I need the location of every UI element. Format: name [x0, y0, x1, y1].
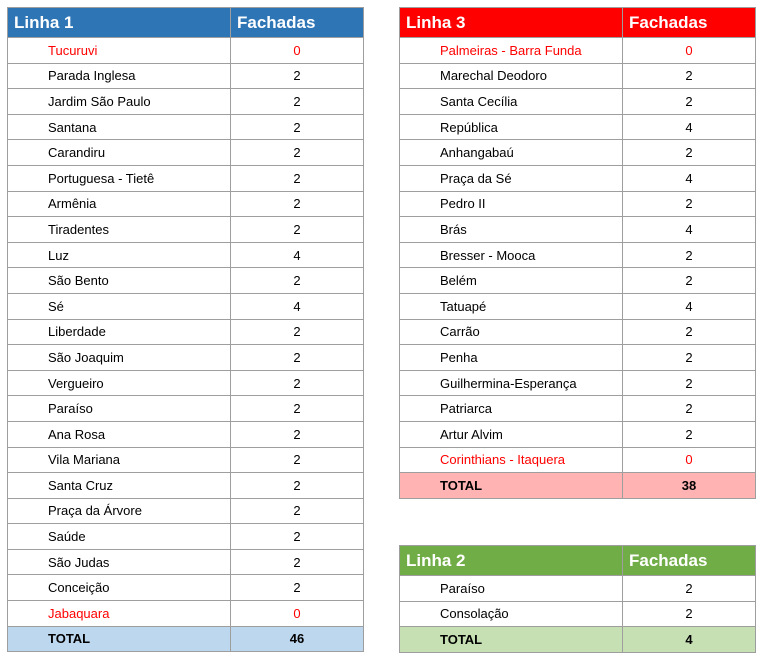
table-row: [400, 165, 756, 191]
station-name: São Judas: [8, 549, 231, 575]
table-title: Linha 1: [8, 8, 231, 38]
table-row: [8, 473, 364, 499]
table-row: [400, 601, 756, 627]
fachadas-count: 2: [231, 421, 364, 447]
fachadas-count: 0: [623, 38, 756, 64]
table-row: [400, 345, 756, 371]
total-value: 46: [231, 626, 364, 652]
table-row: [8, 293, 364, 319]
table-header-row: [400, 8, 756, 38]
table-row: [8, 421, 364, 447]
fachadas-count: 2: [231, 319, 364, 345]
table-row: [8, 447, 364, 473]
fachadas-count: 2: [623, 242, 756, 268]
station-name: Paraíso: [400, 576, 623, 602]
table-row: [400, 38, 756, 64]
fachadas-count: 2: [623, 601, 756, 627]
station-name: República: [400, 114, 623, 140]
table-row: [400, 576, 756, 602]
station-name: Guilhermina-Esperança: [400, 370, 623, 396]
station-name: Portuguesa - Tietê: [8, 165, 231, 191]
fachadas-count: 2: [231, 447, 364, 473]
table-row: [8, 191, 364, 217]
table-row: [8, 498, 364, 524]
table-header-row: [400, 546, 756, 576]
table-row: [8, 217, 364, 243]
station-name: Saúde: [8, 524, 231, 550]
total-row: [8, 626, 364, 652]
table-row: [8, 396, 364, 422]
table-row: [8, 140, 364, 166]
fachadas-count: 2: [231, 89, 364, 115]
fachadas-count: 0: [231, 601, 364, 627]
fachadas-count: 2: [231, 345, 364, 371]
linha1-body: [8, 38, 364, 652]
station-name: Armênia: [8, 191, 231, 217]
station-name: Pedro II: [400, 191, 623, 217]
station-name: Marechal Deodoro: [400, 63, 623, 89]
station-name: Paraíso: [8, 396, 231, 422]
total-label: TOTAL: [400, 473, 623, 499]
table-row: [8, 268, 364, 294]
fachadas-count: 2: [623, 345, 756, 371]
station-name: São Bento: [8, 268, 231, 294]
fachadas-count: 2: [623, 370, 756, 396]
column-header: Fachadas: [623, 546, 756, 576]
column-header: Fachadas: [623, 8, 756, 38]
station-name: Luz: [8, 242, 231, 268]
table-row: [8, 114, 364, 140]
linha2-body: [400, 576, 756, 653]
table-row: [400, 293, 756, 319]
table-row: [8, 370, 364, 396]
table-header-row: [8, 8, 364, 38]
table-row: [8, 549, 364, 575]
fachadas-count: 0: [231, 38, 364, 64]
fachadas-count: 2: [623, 576, 756, 602]
fachadas-count: 2: [231, 191, 364, 217]
fachadas-count: 4: [623, 293, 756, 319]
table-row: [400, 89, 756, 115]
table-row: [400, 421, 756, 447]
table-row: [8, 601, 364, 627]
table-title: Linha 2: [400, 546, 623, 576]
fachadas-count: 2: [231, 268, 364, 294]
table-row: [400, 447, 756, 473]
station-name: Santa Cecília: [400, 89, 623, 115]
fachadas-count: 4: [623, 217, 756, 243]
fachadas-count: 4: [231, 293, 364, 319]
table-row: [8, 89, 364, 115]
station-name: Tucuruvi: [8, 38, 231, 64]
table-row: [400, 319, 756, 345]
fachadas-count: 2: [231, 498, 364, 524]
station-name: Jabaquara: [8, 601, 231, 627]
fachadas-count: 2: [231, 165, 364, 191]
station-name: Praça da Árvore: [8, 498, 231, 524]
station-name: Artur Alvim: [400, 421, 623, 447]
total-value: 4: [623, 627, 756, 653]
linha3-body: [400, 38, 756, 499]
fachadas-count: 2: [231, 575, 364, 601]
linha2-table: [399, 545, 756, 653]
table-row: [400, 370, 756, 396]
station-name: Ana Rosa: [8, 421, 231, 447]
fachadas-count: 2: [231, 396, 364, 422]
station-name: Vergueiro: [8, 370, 231, 396]
station-name: Vila Mariana: [8, 447, 231, 473]
fachadas-count: 4: [623, 114, 756, 140]
table-row: [400, 396, 756, 422]
table-row: [8, 319, 364, 345]
fachadas-count: 2: [623, 63, 756, 89]
station-name: Palmeiras - Barra Funda: [400, 38, 623, 64]
station-name: Bresser - Mooca: [400, 242, 623, 268]
station-name: Consolação: [400, 601, 623, 627]
fachadas-count: 2: [231, 217, 364, 243]
table-row: [400, 217, 756, 243]
fachadas-count: 0: [623, 447, 756, 473]
table-row: [400, 114, 756, 140]
station-name: Conceição: [8, 575, 231, 601]
table-row: [400, 63, 756, 89]
total-value: 38: [623, 473, 756, 499]
table-title: Linha 3: [400, 8, 623, 38]
table-row: [400, 191, 756, 217]
station-name: Praça da Sé: [400, 165, 623, 191]
station-name: Carrão: [400, 319, 623, 345]
fachadas-count: 2: [623, 396, 756, 422]
table-row: [8, 63, 364, 89]
fachadas-count: 2: [231, 140, 364, 166]
column-header: Fachadas: [231, 8, 364, 38]
station-name: São Joaquim: [8, 345, 231, 371]
fachadas-count: 2: [623, 89, 756, 115]
total-label: TOTAL: [400, 627, 623, 653]
station-name: Patriarca: [400, 396, 623, 422]
table-row: [8, 165, 364, 191]
station-name: Anhangabaú: [400, 140, 623, 166]
station-name: Jardim São Paulo: [8, 89, 231, 115]
table-row: [8, 575, 364, 601]
fachadas-count: 2: [231, 473, 364, 499]
total-row: [400, 627, 756, 653]
station-name: Brás: [400, 217, 623, 243]
linha1-table: [7, 7, 364, 652]
station-name: Sé: [8, 293, 231, 319]
station-name: Corinthians - Itaquera: [400, 447, 623, 473]
fachadas-count: 2: [231, 114, 364, 140]
station-name: Penha: [400, 345, 623, 371]
fachadas-count: 2: [623, 140, 756, 166]
station-name: Santa Cruz: [8, 473, 231, 499]
station-name: Liberdade: [8, 319, 231, 345]
station-name: Parada Inglesa: [8, 63, 231, 89]
fachadas-count: 2: [231, 524, 364, 550]
table-row: [8, 242, 364, 268]
fachadas-count: 2: [231, 63, 364, 89]
station-name: Tatuapé: [400, 293, 623, 319]
fachadas-count: 2: [231, 370, 364, 396]
fachadas-count: 4: [231, 242, 364, 268]
station-name: Carandiru: [8, 140, 231, 166]
table-row: [8, 345, 364, 371]
linha3-table: [399, 7, 756, 499]
fachadas-count: 2: [623, 421, 756, 447]
fachadas-count: 2: [623, 191, 756, 217]
station-name: Santana: [8, 114, 231, 140]
fachadas-count: 4: [623, 165, 756, 191]
station-name: Belém: [400, 268, 623, 294]
table-row: [8, 524, 364, 550]
fachadas-count: 2: [623, 319, 756, 345]
table-row: [400, 140, 756, 166]
table-row: [8, 38, 364, 64]
table-row: [400, 242, 756, 268]
total-row: [400, 473, 756, 499]
total-label: TOTAL: [8, 626, 231, 652]
station-name: Tiradentes: [8, 217, 231, 243]
fachadas-count: 2: [231, 549, 364, 575]
fachadas-count: 2: [623, 268, 756, 294]
table-row: [400, 268, 756, 294]
